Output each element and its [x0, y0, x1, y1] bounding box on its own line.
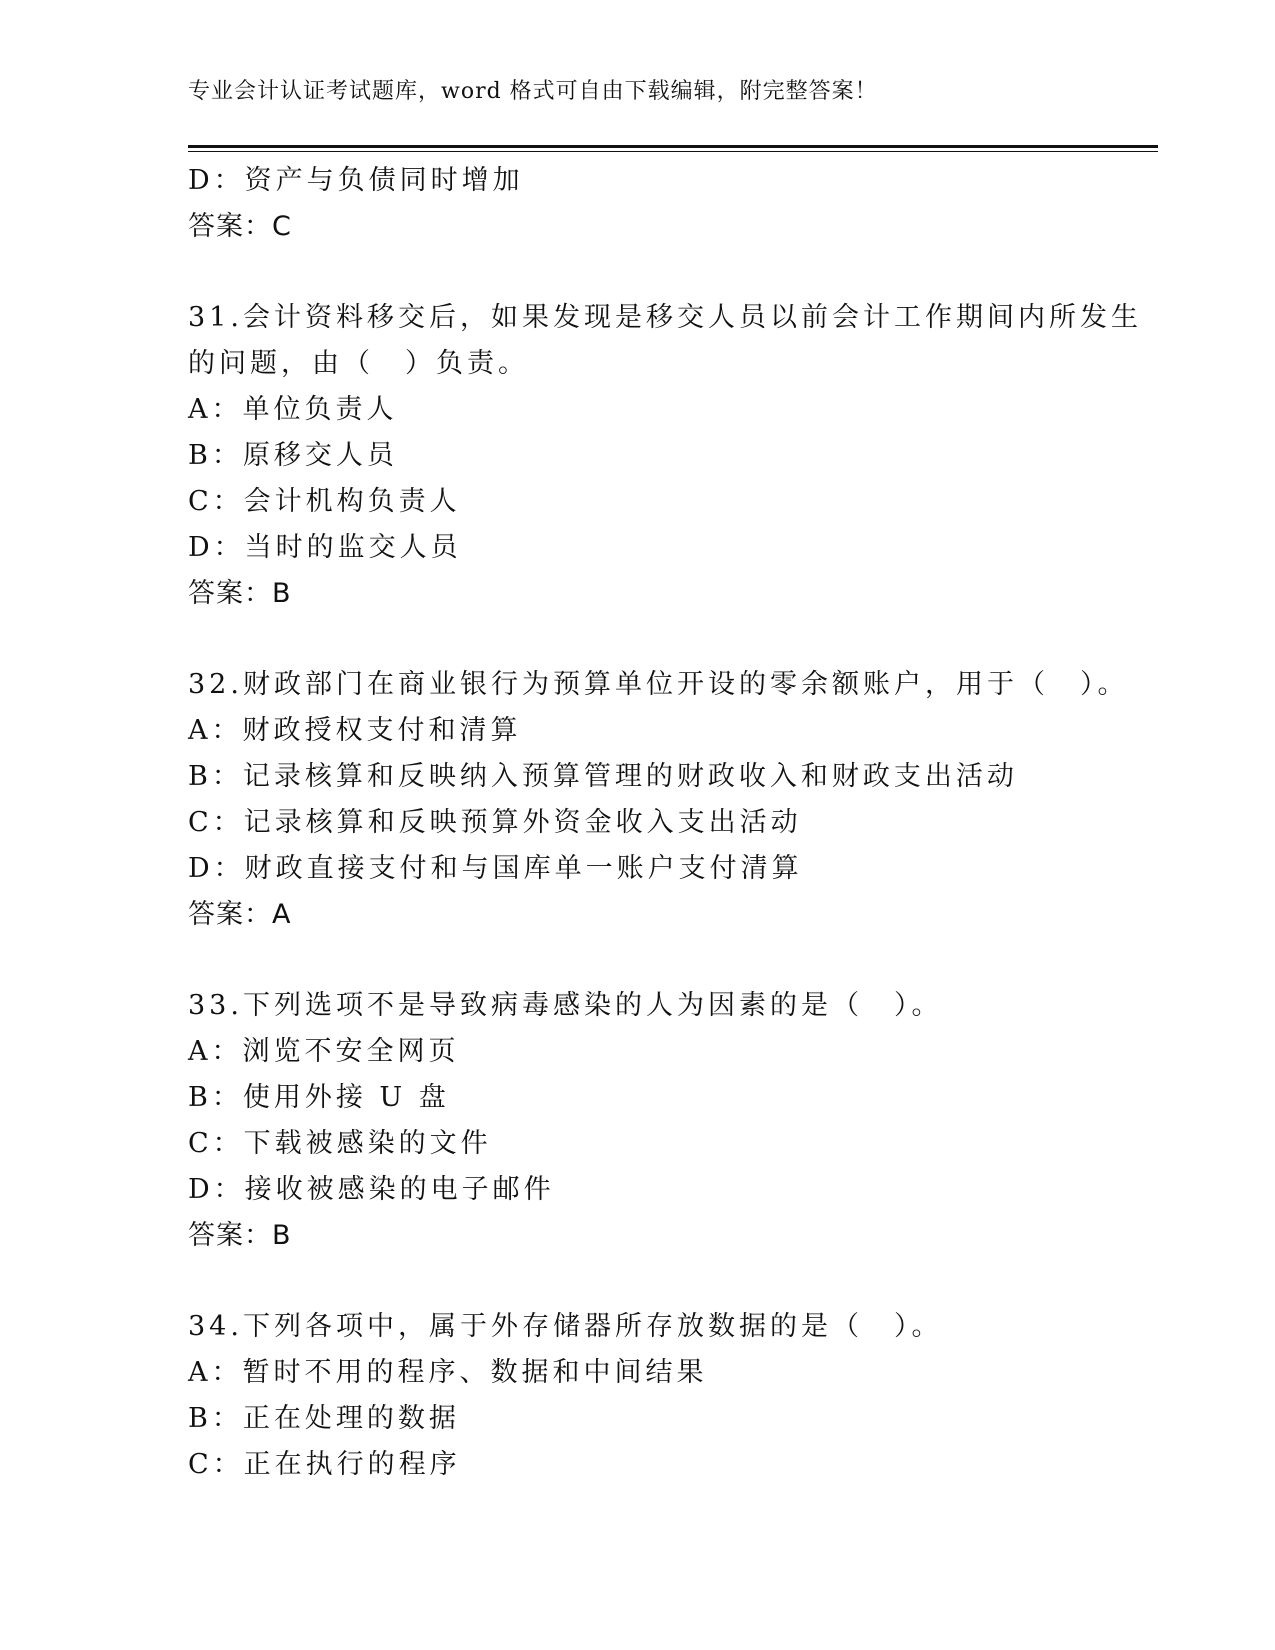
- option-a: A：浏览不安全网页: [188, 1036, 460, 1067]
- prev-option-d: D：资产与负债同时增加: [188, 165, 524, 196]
- option-b: B：使用外接 U 盘: [188, 1082, 450, 1113]
- option-b: B：记录核算和反映纳入预算管理的财政收入和财政支出活动: [188, 761, 1018, 792]
- question-stem: 31.会计资料移交后，如果发现是移交人员以前会计工作期间内所发生: [188, 302, 1142, 333]
- question-stem: 33.下列选项不是导致病毒感染的人为因素的是（ ）。: [188, 990, 943, 1021]
- option-c: C：下载被感染的文件: [188, 1128, 492, 1159]
- option-c: C：记录核算和反映预算外资金收入支出活动: [188, 807, 802, 838]
- question-34: [188, 1304, 1128, 1488]
- answer: 答案：A: [188, 899, 292, 930]
- option-d: D：当时的监交人员: [188, 532, 462, 563]
- spacer: [188, 938, 1128, 983]
- option-d: D：财政直接支付和与国库单一账户支付清算: [188, 853, 803, 884]
- document-body: [188, 158, 1142, 1488]
- option-c: C：会计机构负责人: [188, 486, 461, 517]
- option-a: A：单位负责人: [188, 394, 398, 425]
- option-d: D：接收被感染的电子邮件: [188, 1174, 555, 1205]
- question-32: [188, 662, 1128, 938]
- spacer: [188, 1259, 1128, 1304]
- option-a: A：暂时不用的程序、数据和中间结果: [188, 1357, 708, 1388]
- answer: 答案：B: [188, 578, 292, 609]
- spacer: [188, 617, 1128, 662]
- question-33: [188, 983, 1128, 1259]
- spacer: [188, 250, 1128, 295]
- question-stem: 34.下列各项中，属于外存储器所存放数据的是（ ）。: [188, 1311, 943, 1342]
- question-stem: 的问题，由（ ）负责。: [188, 348, 529, 379]
- question-31: [188, 295, 1142, 617]
- option-a: A：财政授权支付和清算: [188, 715, 522, 746]
- prev-answer: 答案：C: [188, 211, 292, 242]
- option-b: B：原移交人员: [188, 440, 398, 471]
- header-rule-thick: [188, 145, 1158, 148]
- question-stem: 32.财政部门在商业银行为预算单位开设的零余额账户，用于（ ）。: [188, 669, 1129, 700]
- option-c: C：正在执行的程序: [188, 1449, 461, 1480]
- option-b: B：正在处理的数据: [188, 1403, 460, 1434]
- answer: 答案：B: [188, 1220, 292, 1251]
- page-header: 专业会计认证考试题库，word 格式可自由下载编辑，附完整答案！: [188, 79, 878, 104]
- header-rule-thin: [188, 151, 1158, 152]
